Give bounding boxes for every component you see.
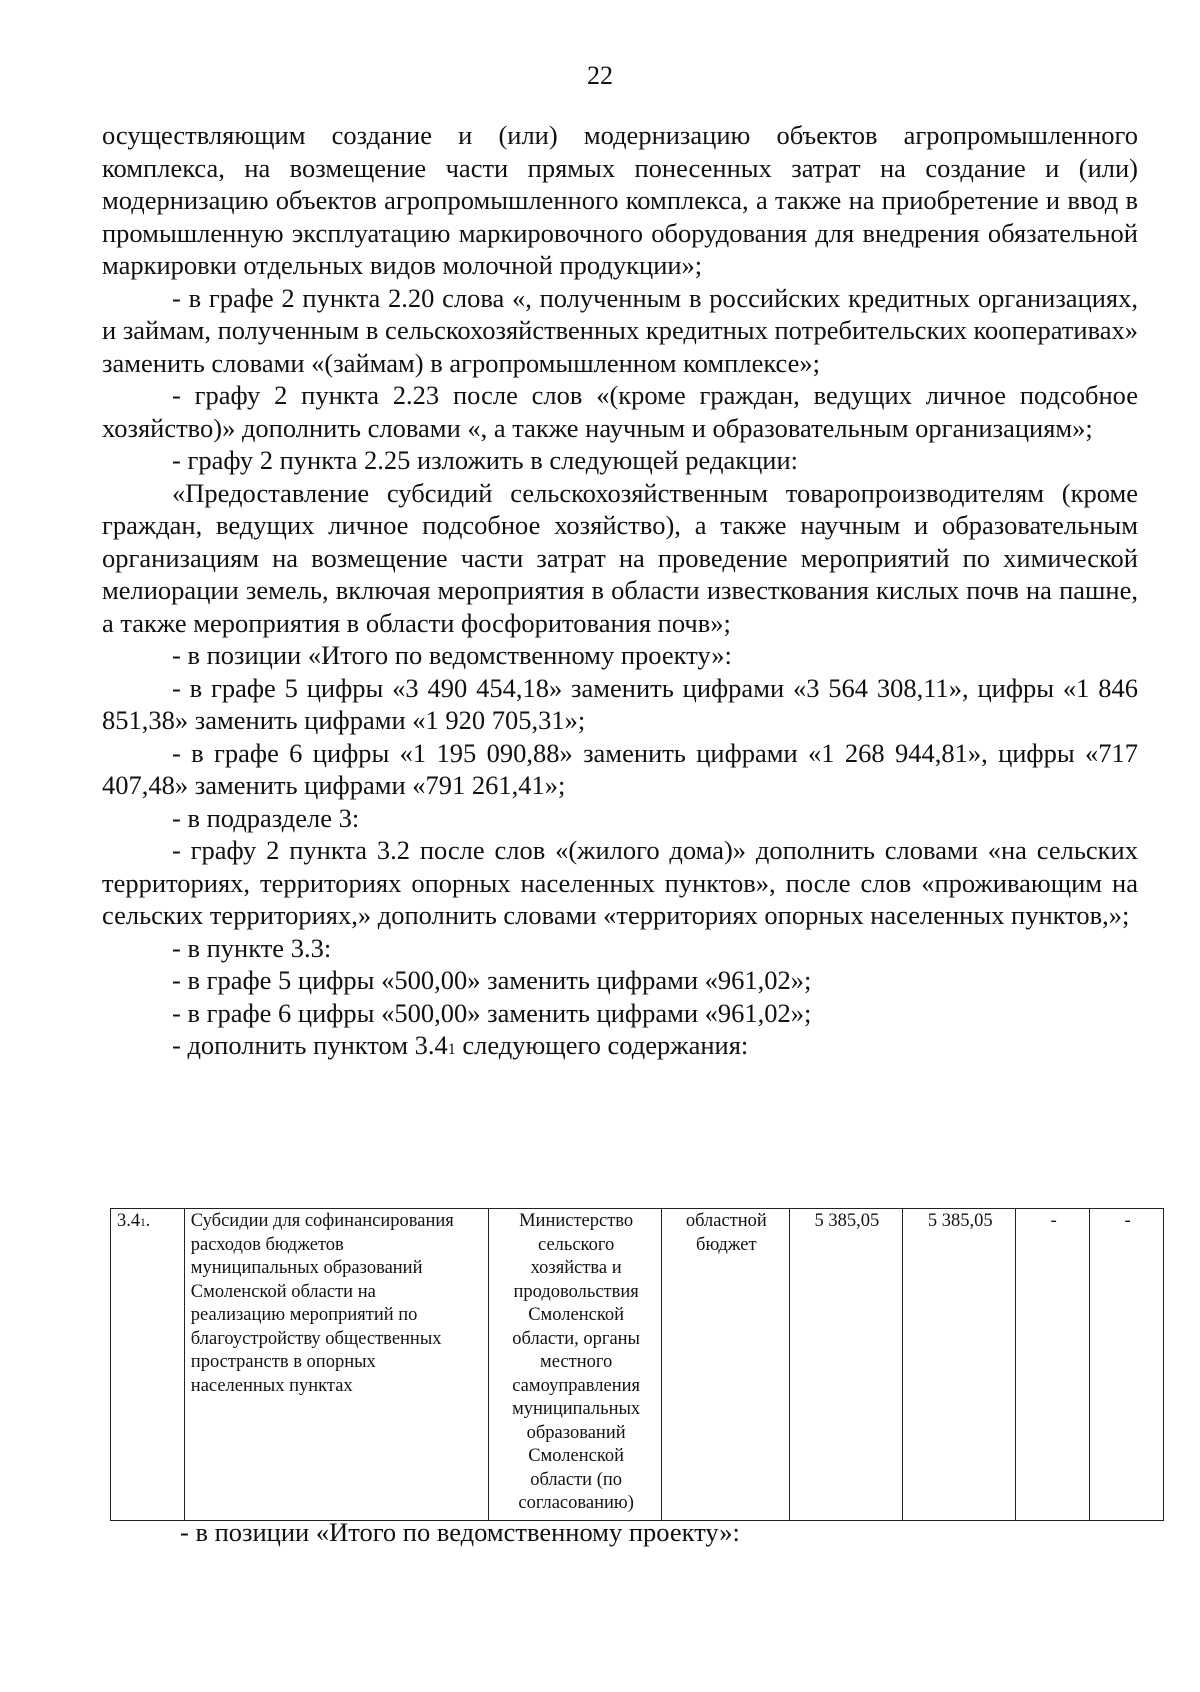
row-number-superscript: 1 <box>140 1217 146 1229</box>
paragraph-item-3-2: - графу 2 пункта 3.2 после слов «(жилого дома)» дополнить словами «на сельских территориях, территориях опорных населенных пунктов», после слов «проживающим на сельских территориях,» дополнить словами «территориях опорных населенных пунктов,»; <box>102 835 1138 930</box>
page-number: 22 <box>587 61 613 90</box>
paragraph-item-3-3: - в пункте 3.3: <box>172 932 332 963</box>
cell-name: Субсидии для софинансирования расходов бюджетов муниципальных образований Смоленской области на реализацию мероприятий по благоустройству общественных пространств в опорных населенных пунктах <box>184 1209 489 1521</box>
paragraph-item-3-3-col6: - в графе 6 цифры «500,00» заменить цифрами «961,02»; <box>172 997 812 1028</box>
paragraph-item-2-20: - в графе 2 пункта 2.20 слова «, полученным в российских кредитных организациях, и займам, полученным в сельскохозяйственных кредитных потребительских кооперативах» заменить словами «(займам) в агропромышленном комплексе»; <box>102 282 1138 378</box>
cell-source: областной бюджет <box>661 1209 789 1521</box>
add-item-superscript: 1 <box>447 1041 456 1058</box>
paragraph-continuation: осуществляющим создание и (или) модернизацию объектов агропромышленного комплекса, на возмещение части прямых понесенных затрат на создание и (или) модернизацию объектов агропромышленного комплекса, а также на приобретение и ввод в промышленную эксплуатацию маркировочного оборудования для внедрения обязательной маркировки отдельных видов молочной продукции»; <box>102 120 1138 280</box>
paragraph-column-6: - в графе 6 цифры «1 195 090,88» заменить цифрами «1 268 944,81», цифры «717 407,48» заменить цифрами «791 261,41»; <box>102 737 1138 800</box>
paragraph-item-3-3-col5: - в графе 5 цифры «500,00» заменить цифрами «961,02»; <box>172 965 812 995</box>
paragraph-item-2-23: - графу 2 пункта 2.23 после слов «(кроме граждан, ведущих личное подсобное хозяйство)» дополнить словами «, а также научным и образовательным организациям»; <box>102 380 1138 443</box>
cell-value-2: 5 385,05 <box>903 1209 1016 1521</box>
cell-number <box>111 1209 185 1521</box>
paragraph-total-position: - в позиции «Итого по ведомственному проекту»: <box>172 640 732 670</box>
cell-value-4: - <box>1090 1209 1164 1521</box>
paragraph-after-table: - в позиции «Итого по ведомственному проекту»: <box>180 1517 740 1547</box>
add-item-text: - дополнить пунктом 3.4 <box>172 1030 448 1060</box>
paragraph-item-2-25: - графу 2 пункта 2.25 изложить в следующей редакции: <box>172 445 798 475</box>
row-number: 3.4 <box>117 1211 141 1231</box>
add-item-tail: следующего содержания: <box>455 1030 749 1060</box>
document-body <box>102 119 1138 1062</box>
paragraph-column-5: - в графе 5 цифры «3 490 454,18» заменить цифрами «3 564 308,11», цифры «1 846 851,38» заменить цифрами «1 920 705,31»; <box>102 672 1138 735</box>
cell-value-3: - <box>1016 1209 1090 1521</box>
amendment-table <box>110 1208 1164 1521</box>
table-row <box>111 1209 1164 1521</box>
paragraph-subsection-3: - в подразделе 3: <box>172 802 360 833</box>
paragraph-quote-2-25: «Предоставление субсидий сельскохозяйственным товаропроизводителям (кроме граждан, ведущих личное подсобное хозяйство), а также научным и образовательным организациям на возмещение части затрат на проведение мероприятий по химической мелиорации земель, включая мероприятия в области известкования кислых почв на пашне, а также мероприятия в области фосфоритования почв»; <box>102 477 1138 638</box>
row-number-suffix: . <box>145 1211 151 1231</box>
cell-executor: Министерство сельского хозяйства и продовольствия Смоленской области, органы местного самоуправления муниципальных образований Смоленской области (по согласованию) <box>489 1209 662 1521</box>
paragraph-add-item <box>102 1029 1138 1062</box>
cell-value-1: 5 385,05 <box>789 1209 902 1521</box>
